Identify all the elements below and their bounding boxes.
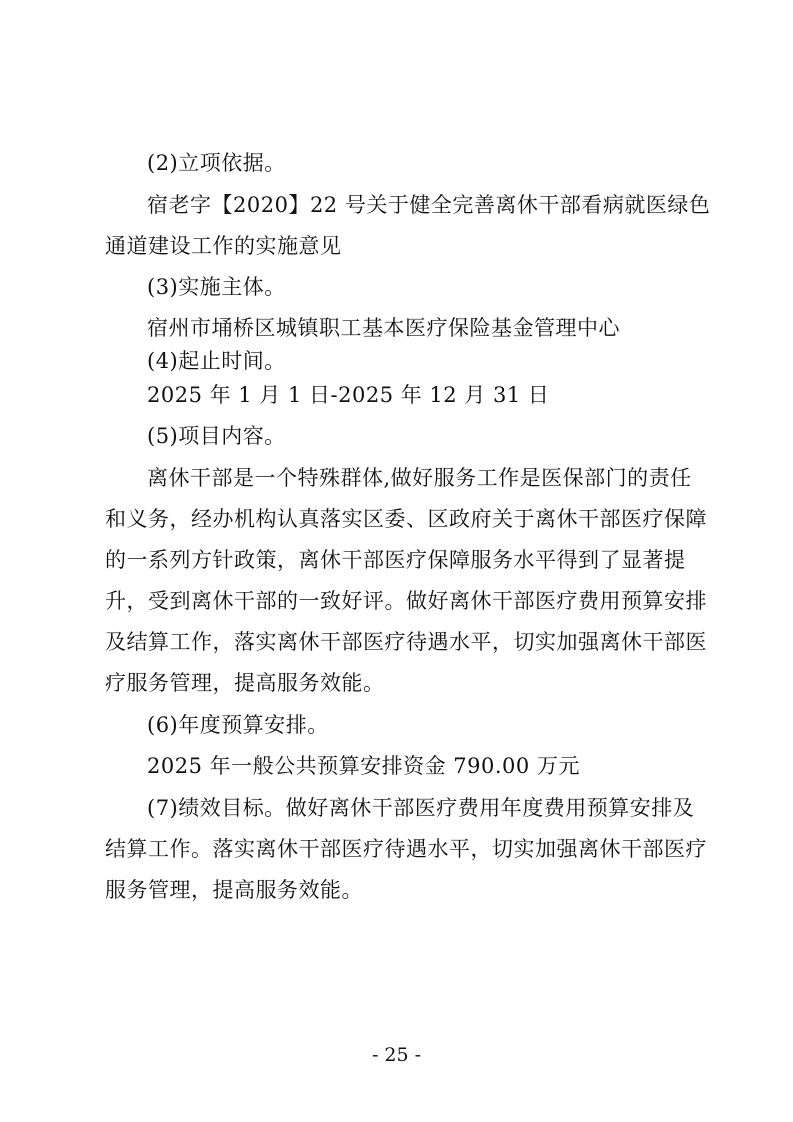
section-4-heading: (4)起止时间。 (147, 349, 286, 373)
section-4-body: 2025 年 1 月 1 日-2025 年 12 月 31 日 (147, 383, 550, 407)
section-2-body-line-2: 通道建设工作的实施意见 (105, 234, 342, 258)
section-5-heading: (5)项目内容。 (147, 424, 286, 448)
section-7-body-line-3: 服务管理，提高服务效能。 (105, 878, 363, 902)
section-5-body-line-2: 和义务，经办机构认真落实区委、区政府关于离休干部医疗保障 (105, 507, 707, 531)
section-5-body-line-4: 升，受到离休干部的一致好评。做好离休干部医疗费用预算安排 (105, 589, 707, 613)
section-6-body: 2025 年一般公共预算安排资金 790.00 万元 (147, 754, 580, 778)
section-7-body-line-1: (7)绩效目标。做好离休干部医疗费用年度费用预算安排及 (147, 796, 695, 820)
section-5-body-line-1: 离休干部是一个特殊群体,做好服务工作是医保部门的责任 (147, 466, 692, 490)
section-3-body: 宿州市埇桥区城镇职工基本医疗保险基金管理中心 (147, 316, 620, 340)
section-3-heading: (3)实施主体。 (147, 275, 286, 299)
section-2-heading: (2)立项依据。 (147, 151, 286, 175)
section-5-body-line-3: 的一系列方针政策，离休干部医疗保障服务水平得到了显著提 (105, 548, 686, 572)
section-6-heading: (6)年度预算安排。 (147, 713, 329, 737)
section-2-body-line-1: 宿老字【2020】22 号关于健全完善离休干部看病就医绿色 (147, 193, 711, 217)
section-7-body-line-2: 结算工作。落实离休干部医疗待遇水平，切实加强离休干部医疗 (105, 837, 707, 861)
section-5-body-line-6: 疗服务管理，提高服务效能。 (105, 671, 385, 695)
page-number: - 25 - (371, 1044, 422, 1066)
section-5-body-line-5: 及结算工作，落实离休干部医疗待遇水平，切实加强离休干部医 (105, 630, 707, 654)
